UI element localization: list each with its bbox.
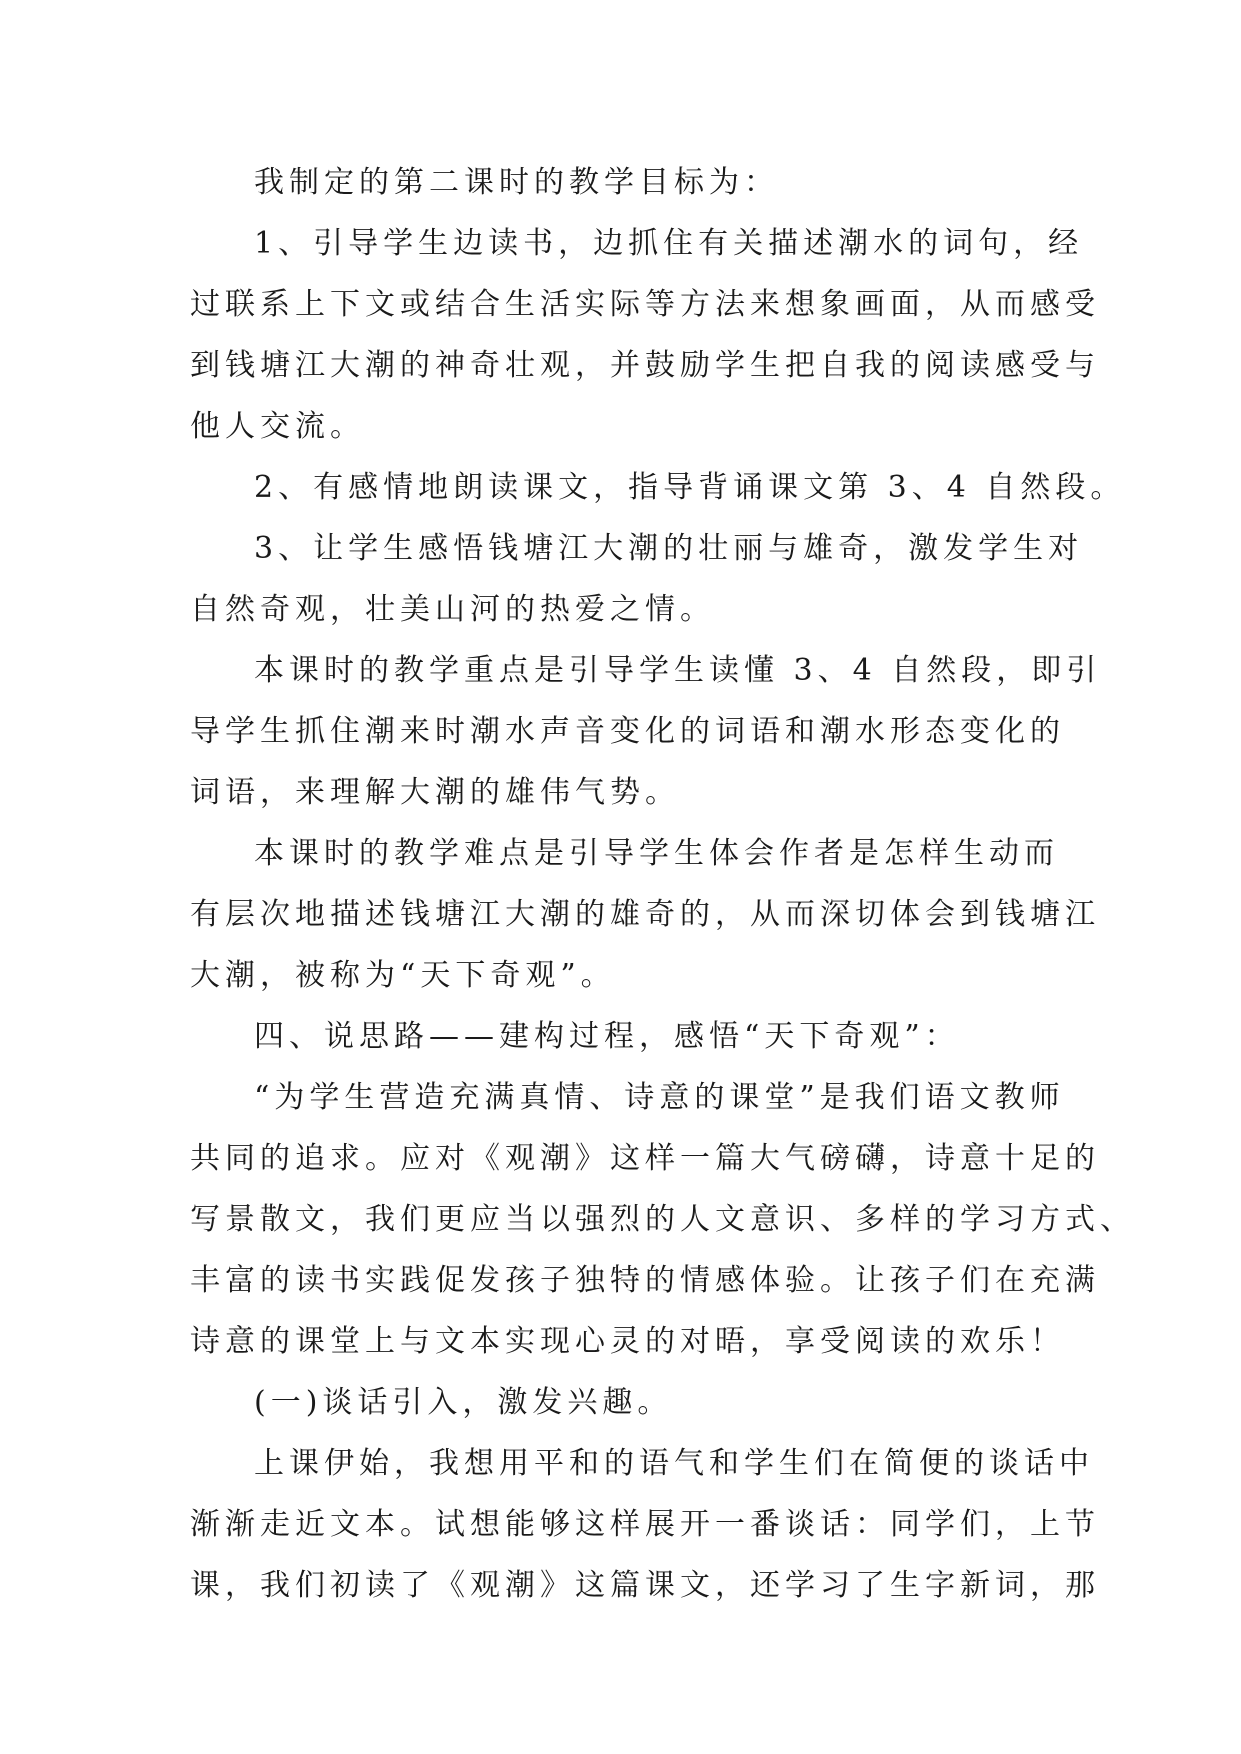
paragraph-line: 2、有感情地朗读课文，指导背诵课文第 3、4 自然段。: [254, 470, 1126, 505]
document-body: [190, 152, 1135, 1616]
paragraph-line: 导学生抓住潮来时潮水声音变化的词语和潮水形态变化的: [190, 714, 1065, 749]
paragraph-line: 过联系上下文或结合生活实际等方法来想象画面，从而感受: [190, 287, 1100, 322]
paragraph-line: “为学生营造充满真情、诗意的课堂”是我们语文教师: [254, 1080, 1065, 1115]
paragraph-line: 上课伊始，我想用平和的语气和学生们在简便的谈话中: [254, 1446, 1094, 1481]
paragraph-line: 他人交流。: [190, 409, 365, 444]
paragraph-line: 本课时的教学重点是引导学生读懂 3、4 自然段，即引: [254, 653, 1102, 688]
subsection-heading: (一)谈话引入，激发兴趣。: [254, 1385, 673, 1420]
paragraph-line: 我制定的第二课时的教学目标为：: [254, 165, 779, 200]
paragraph-line: 诗意的课堂上与文本实现心灵的对晤，享受阅读的欢乐！: [190, 1324, 1065, 1359]
paragraph-line: 共同的追求。应对《观潮》这样一篇大气磅礴，诗意十足的: [190, 1141, 1100, 1176]
paragraph-line: 1、引导学生边读书，边抓住有关描述潮水的词句，经: [254, 226, 1084, 261]
paragraph-line: 写景散文，我们更应当以强烈的人文意识、多样的学习方式、: [190, 1202, 1135, 1237]
paragraph-line: 大潮，被称为“天下奇观”。: [190, 958, 616, 993]
paragraph-line: 有层次地描述钱塘江大潮的雄奇的，从而深切体会到钱塘江: [190, 897, 1100, 932]
paragraph-line: 渐渐走近文本。试想能够这样展开一番谈话：同学们，上节: [190, 1507, 1100, 1542]
paragraph-line: 自然奇观，壮美山河的热爱之情。: [190, 592, 715, 627]
paragraph-line: 词语，来理解大潮的雄伟气势。: [190, 775, 680, 810]
paragraph-line: 本课时的教学难点是引导学生体会作者是怎样生动而: [254, 836, 1059, 871]
paragraph-line: 丰富的读书实践促发孩子独特的情感体验。让孩子们在充满: [190, 1263, 1100, 1298]
section-heading: 四、说思路——建构过程，感悟“天下奇观”：: [254, 1019, 960, 1054]
paragraph-line: 3、让学生感悟钱塘江大潮的壮丽与雄奇，激发学生对: [254, 531, 1084, 566]
paragraph-line: 课，我们初读了《观潮》这篇课文，还学习了生字新词，那: [190, 1568, 1100, 1603]
paragraph-line: 到钱塘江大潮的神奇壮观，并鼓励学生把自我的阅读感受与: [190, 348, 1100, 383]
